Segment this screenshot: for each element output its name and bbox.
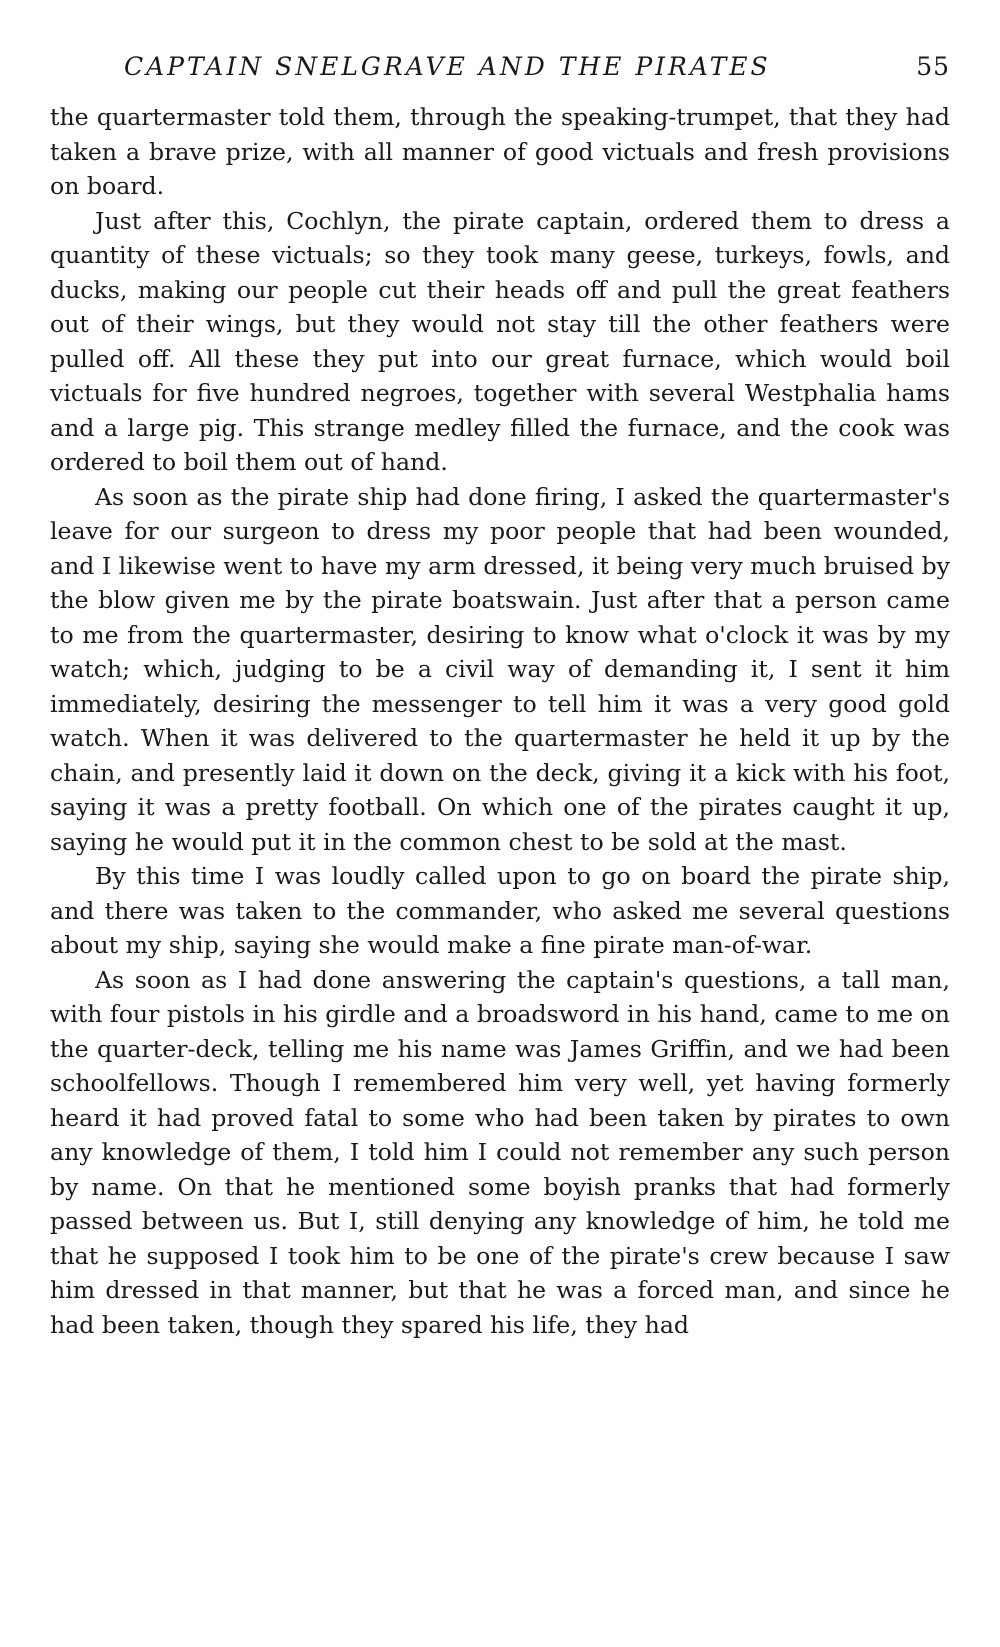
running-title: CAPTAIN SNELGRAVE AND THE PIRATES [124,52,771,81]
paragraph: By this time I was loudly called upon to go on board the pirate ship, and there was taken to the commander, who asked me several questions about my ship, saying she would make a fine pirate man-of-war. [50,862,950,959]
book-page [50,52,950,1342]
running-header [50,52,950,100]
paragraph: As soon as I had done answering the captain's questions, a tall man, with four pistols in his girdle and a broadsword in his hand, came to me on the quarter-deck, telling me his name was James Griffin, and we had been schoolfellows. Though I remembered him very well, yet having formerly heard it had proved fatal to some who had been taken by pirates to own any knowledge of them, I told him I could not remember any such person by name. On that he mentioned some boyish pranks that had formerly passed between us. But I, still denying any knowledge of him, he told me that he supposed I took him to be one of the pirate's crew because I saw him dressed in that manner, but that he was a forced man, and since he had been taken, though they spared his life, they had [50,965,950,1339]
page-number: 55 [916,52,950,81]
paragraph: As soon as the pirate ship had done firing, I asked the quartermaster's leave for our surgeon to dress my poor people that had been wounded, and I likewise went to have my arm dressed, it being very much bruised by the blow given me by the pirate boatswain. Just after that a person came to me from the quartermaster, desiring to know what o'clock it was by my watch; which, judging to be a civil way of demanding it, I sent it him immediately, desiring the messenger to tell him it was a very good gold watch. When it was delivered to the quartermaster he held it up by the chain, and presently laid it down on the deck, giving it a kick with his foot, saying it was a pretty football. On which one of the pirates caught it up, saying he would put it in the common chest to be sold at the mast. [50,482,951,856]
body-text [50,100,950,1342]
paragraph: Just after this, Cochlyn, the pirate captain, ordered them to dress a quantity of these victuals; so they took many geese, turkeys, fowls, and ducks, making our people cut their heads off and pull the great feathers out of their wings, but they would not stay till the other feathers were pulled off. All these they put into our great furnace, which would boil victuals for five hundred negroes, together with several Westphalia hams and a large pig. This strange medley filled the furnace, and the cook was ordered to boil them out of hand. [50,206,950,476]
paragraph-continued: the quartermaster told them, through the speaking-trumpet, that they had taken a brave prize, with all manner of good victuals and fresh provisions on board. [50,103,950,200]
